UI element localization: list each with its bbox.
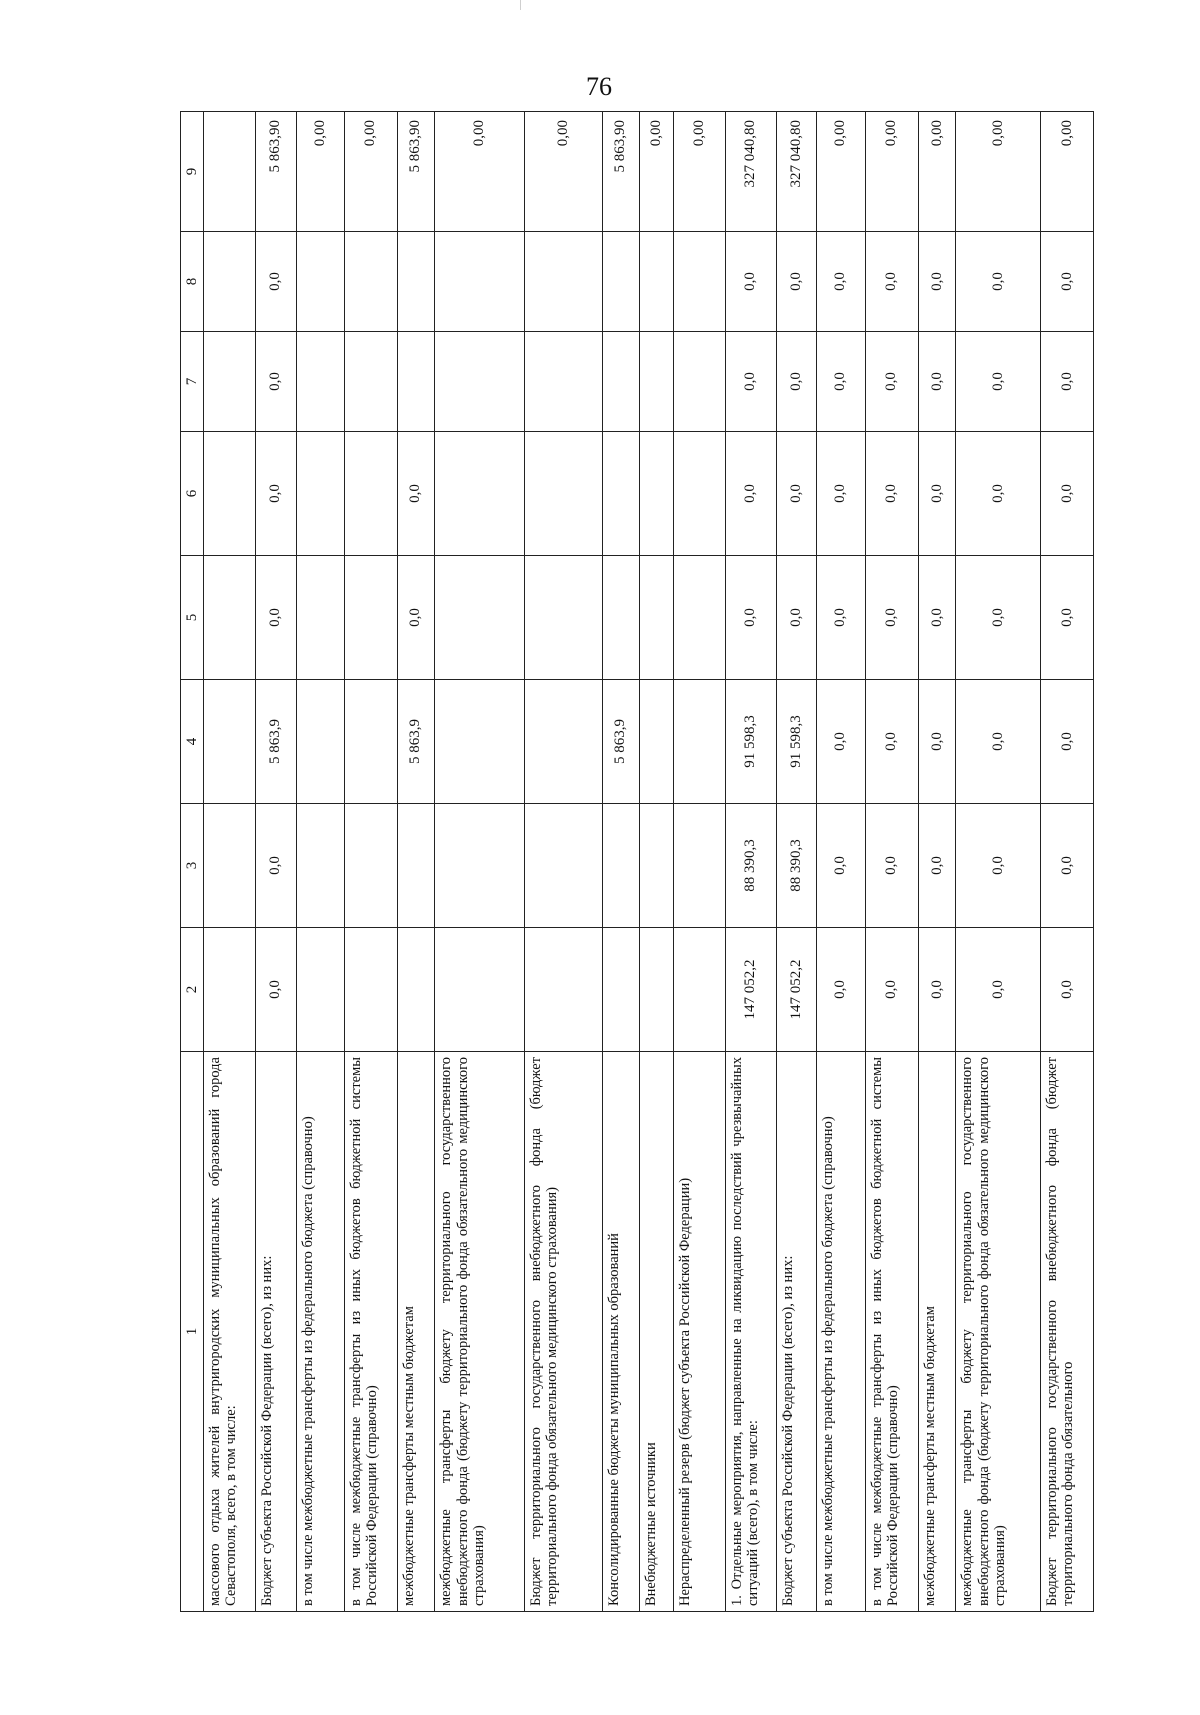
table-row [602,112,640,1612]
value-cell-c3: 0,0 [255,804,296,928]
table-row [640,112,673,1612]
table-row [524,112,602,1612]
value-cell-c5: 0,0 [816,556,865,680]
value-cell-c6 [640,432,673,556]
value-cell-c8: 0,0 [865,232,918,332]
value-cell-c3: 0,0 [816,804,865,928]
table-row [956,112,1041,1612]
value-cell-c7 [435,332,524,432]
value-cell-c6: 0,0 [255,432,296,556]
col-header: 3 [181,804,204,928]
table-row [865,112,918,1612]
value-cell-c6 [296,432,344,556]
value-cell-c3: 88 390,3 [776,804,816,928]
value-cell-c8: 0,0 [255,232,296,332]
col-header: 9 [181,112,204,232]
row-label: межбюджетные трансферты местным бюджетам [918,1052,956,1612]
value-cell-c4: 91 598,3 [726,680,776,804]
table-row [726,112,776,1612]
value-cell-c9 [204,112,256,232]
value-cell-c2 [524,928,602,1052]
value-cell-c8 [397,232,435,332]
value-cell-c4: 0,0 [956,680,1041,804]
value-cell-c8: 0,0 [816,232,865,332]
value-cell-c7 [344,332,397,432]
value-cell-c4 [435,680,524,804]
value-cell-c9: 0,00 [435,112,524,232]
value-cell-c7 [673,332,726,432]
value-cell-c8 [204,232,256,332]
value-cell-c2 [204,928,256,1052]
value-cell-c5 [640,556,673,680]
value-cell-c8 [602,232,640,332]
value-cell-c2: 147 052,2 [726,928,776,1052]
table-body [204,112,1094,1612]
rotated-table-wrapper [180,112,1094,1612]
col-header: 6 [181,432,204,556]
value-cell-c6: 0,0 [397,432,435,556]
value-cell-c5 [602,556,640,680]
value-cell-c3: 88 390,3 [726,804,776,928]
value-cell-c2: 147 052,2 [776,928,816,1052]
value-cell-c5 [524,556,602,680]
value-cell-c9: 0,00 [640,112,673,232]
table-row [776,112,816,1612]
value-cell-c8 [435,232,524,332]
value-cell-c7: 0,0 [255,332,296,432]
value-cell-c4: 0,0 [918,680,956,804]
value-cell-c6 [204,432,256,556]
value-cell-c6 [602,432,640,556]
value-cell-c4: 5 863,9 [602,680,640,804]
value-cell-c5: 0,0 [1041,556,1094,680]
value-cell-c9: 5 863,90 [602,112,640,232]
value-cell-c8: 0,0 [776,232,816,332]
value-cell-c3 [397,804,435,928]
value-cell-c5: 0,0 [918,556,956,680]
value-cell-c9: 0,00 [918,112,956,232]
value-cell-c5 [204,556,256,680]
value-cell-c2 [673,928,726,1052]
value-cell-c9: 0,00 [865,112,918,232]
value-cell-c7: 0,0 [918,332,956,432]
row-label: массового отдыха жителей внутригородских муниципальных образований города Севастополя, всего, в том числе: [204,1052,256,1612]
row-label: межбюджетные трансферты бюджету территориального государственного внебюджетного фонда (бюджету территориального фонда обязательного медицинского страхования) [956,1052,1041,1612]
value-cell-c5: 0,0 [255,556,296,680]
value-cell-c9: 0,00 [816,112,865,232]
value-cell-c6 [524,432,602,556]
col-header: 4 [181,680,204,804]
row-label: Бюджет субъекта Российской Федерации (всего), из них: [255,1052,296,1612]
value-cell-c8: 0,0 [918,232,956,332]
value-cell-c2: 0,0 [816,928,865,1052]
value-cell-c4 [344,680,397,804]
value-cell-c6: 0,0 [956,432,1041,556]
value-cell-c6: 0,0 [776,432,816,556]
value-cell-c8: 0,0 [726,232,776,332]
value-cell-c2 [296,928,344,1052]
value-cell-c2: 0,0 [1041,928,1094,1052]
value-cell-c8 [344,232,397,332]
value-cell-c2 [344,928,397,1052]
value-cell-c3 [435,804,524,928]
value-cell-c4: 0,0 [816,680,865,804]
value-cell-c2 [602,928,640,1052]
value-cell-c7 [204,332,256,432]
row-label: межбюджетные трансферты местным бюджетам [397,1052,435,1612]
value-cell-c8: 0,0 [956,232,1041,332]
row-label: в том числе межбюджетные трансферты из иных бюджетов бюджетной системы Российской Федерации (справочно) [865,1052,918,1612]
value-cell-c3 [296,804,344,928]
table-row [296,112,344,1612]
value-cell-c5: 0,0 [956,556,1041,680]
row-label: в том числе межбюджетные трансферты из иных бюджетов бюджетной системы Российской Федерации (справочно) [344,1052,397,1612]
row-label: Бюджет территориального государственного внебюджетного фонда (бюджет территориального фонда обязательного медицинского страхования) [524,1052,602,1612]
value-cell-c2 [640,928,673,1052]
col-header: 1 [181,1052,204,1612]
value-cell-c2: 0,0 [956,928,1041,1052]
table-row [397,112,435,1612]
value-cell-c7: 0,0 [956,332,1041,432]
value-cell-c6: 0,0 [918,432,956,556]
value-cell-c4 [640,680,673,804]
value-cell-c9: 327 040,80 [726,112,776,232]
value-cell-c3 [524,804,602,928]
table-row [435,112,524,1612]
value-cell-c8 [673,232,726,332]
value-cell-c4 [296,680,344,804]
value-cell-c6 [673,432,726,556]
table-row [1041,112,1094,1612]
value-cell-c9: 327 040,80 [776,112,816,232]
value-cell-c6 [344,432,397,556]
value-cell-c2 [397,928,435,1052]
value-cell-c4: 5 863,9 [397,680,435,804]
page-number: 76 [586,72,612,101]
value-cell-c9: 0,00 [344,112,397,232]
col-header: 8 [181,232,204,332]
value-cell-c7 [640,332,673,432]
value-cell-c3 [204,804,256,928]
col-header: 7 [181,332,204,432]
value-cell-c5: 0,0 [726,556,776,680]
value-cell-c7: 0,0 [726,332,776,432]
value-cell-c6: 0,0 [816,432,865,556]
value-cell-c9: 0,00 [296,112,344,232]
value-cell-c8: 0,0 [1041,232,1094,332]
value-cell-c2: 0,0 [918,928,956,1052]
col-header: 5 [181,556,204,680]
value-cell-c4: 0,0 [1041,680,1094,804]
value-cell-c6: 0,0 [865,432,918,556]
value-cell-c3 [673,804,726,928]
value-cell-c7: 0,0 [1041,332,1094,432]
value-cell-c6 [435,432,524,556]
table-row [344,112,397,1612]
budget-table [180,111,1094,1612]
value-cell-c3 [602,804,640,928]
table-row [204,112,256,1612]
table-row [918,112,956,1612]
row-label: Консолидированные бюджеты муниципальных образований [602,1052,640,1612]
value-cell-c5 [435,556,524,680]
value-cell-c5: 0,0 [776,556,816,680]
row-label: Бюджет территориального государственного внебюджетного фонда (бюджет территориального фонда обязательного [1041,1052,1094,1612]
value-cell-c4: 5 863,9 [255,680,296,804]
row-label: в том числе межбюджетные трансферты из федерального бюджета (справочно) [296,1052,344,1612]
row-label: межбюджетные трансферты бюджету территориального государственного внебюджетного фонда (бюджету территориального фонда обязательного медицинского страхования) [435,1052,524,1612]
table-row [673,112,726,1612]
value-cell-c5 [344,556,397,680]
value-cell-c7 [397,332,435,432]
column-number-row [181,112,204,1612]
col-header: 2 [181,928,204,1052]
value-cell-c3: 0,0 [956,804,1041,928]
value-cell-c5: 0,0 [397,556,435,680]
value-cell-c7: 0,0 [865,332,918,432]
value-cell-c9: 5 863,90 [397,112,435,232]
value-cell-c7 [524,332,602,432]
row-label: в том числе межбюджетные трансферты из федерального бюджета (справочно) [816,1052,865,1612]
value-cell-c2: 0,0 [865,928,918,1052]
value-cell-c7: 0,0 [776,332,816,432]
value-cell-c9: 0,00 [524,112,602,232]
table-row [255,112,296,1612]
value-cell-c7: 0,0 [816,332,865,432]
value-cell-c4: 0,0 [865,680,918,804]
value-cell-c9: 5 863,90 [255,112,296,232]
value-cell-c5: 0,0 [865,556,918,680]
value-cell-c9: 0,00 [956,112,1041,232]
value-cell-c4 [673,680,726,804]
value-cell-c4 [524,680,602,804]
scan-mark [520,0,521,10]
value-cell-c7 [296,332,344,432]
value-cell-c8 [640,232,673,332]
value-cell-c5 [296,556,344,680]
value-cell-c3 [344,804,397,928]
value-cell-c3: 0,0 [918,804,956,928]
value-cell-c3: 0,0 [1041,804,1094,928]
value-cell-c3 [640,804,673,928]
value-cell-c6: 0,0 [726,432,776,556]
value-cell-c9: 0,00 [673,112,726,232]
row-label: Бюджет субъекта Российской Федерации (всего), из них: [776,1052,816,1612]
value-cell-c7 [602,332,640,432]
value-cell-c9: 0,00 [1041,112,1094,232]
row-label: Внебюджетные источники [640,1052,673,1612]
row-label: 1. Отдельные мероприятия, направленные на ликвидацию последствий чрезвычайных ситуаций (всего), в том числе: [726,1052,776,1612]
value-cell-c6: 0,0 [1041,432,1094,556]
value-cell-c2: 0,0 [255,928,296,1052]
value-cell-c8 [524,232,602,332]
value-cell-c4: 91 598,3 [776,680,816,804]
value-cell-c8 [296,232,344,332]
value-cell-c3: 0,0 [865,804,918,928]
value-cell-c4 [204,680,256,804]
value-cell-c5 [673,556,726,680]
value-cell-c2 [435,928,524,1052]
row-label: Нераспределенный резерв (бюджет субъекта Российской Федерации) [673,1052,726,1612]
table-row [816,112,865,1612]
